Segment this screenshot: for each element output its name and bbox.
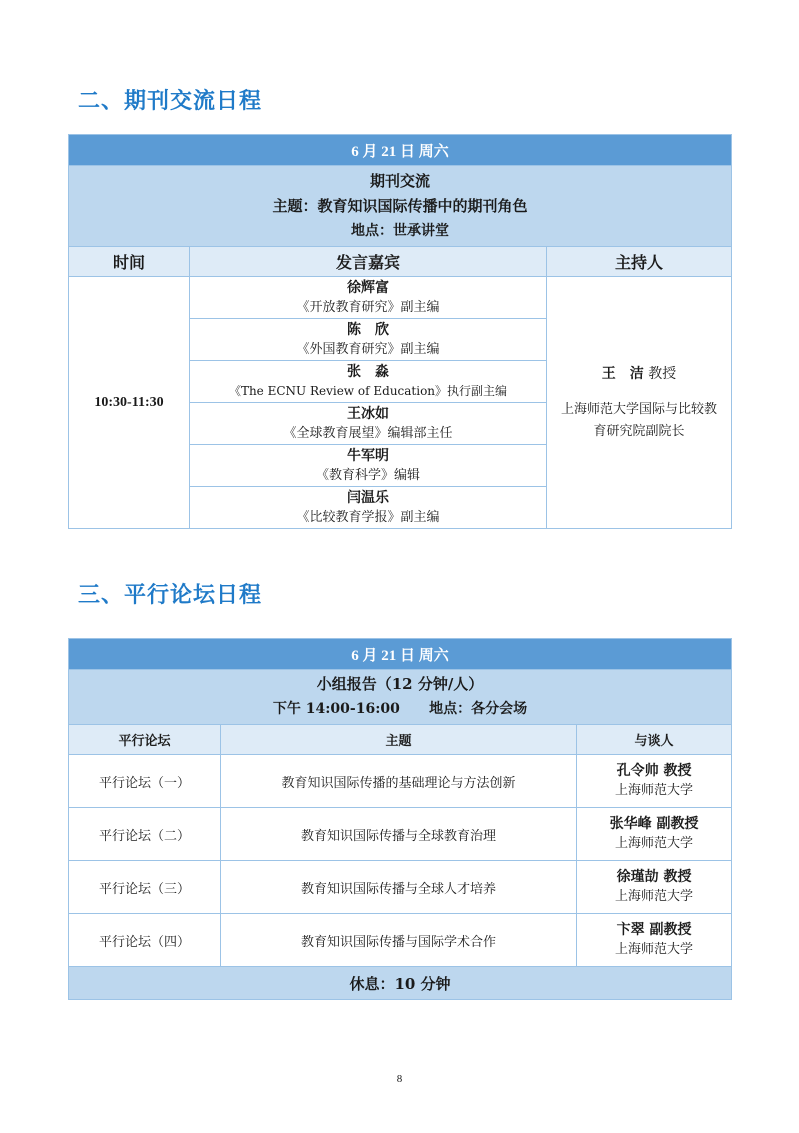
discussant-cell	[577, 914, 732, 967]
host-name-line	[547, 363, 731, 385]
discussant-affiliation: 上海师范大学	[615, 889, 694, 904]
speaker-name: 牛军明	[347, 447, 389, 464]
schedule-date: 6 月 21 日 周六	[69, 639, 732, 670]
forum-name: 平行论坛（三）	[69, 861, 221, 914]
forum-topic: 教育知识国际传播与国际学术合作	[221, 914, 577, 967]
speaker-cell	[190, 361, 547, 403]
host-title: 教授	[648, 365, 677, 382]
host-affiliation: 上海师范大学国际与比较教育研究院副院长	[561, 401, 718, 439]
column-header-topic: 主题	[221, 725, 577, 755]
speaker-role: 《开放教育研究》副主编	[296, 299, 440, 315]
forum-row	[69, 755, 732, 808]
forum-row	[69, 861, 732, 914]
break-notice: 休息：10 分钟	[69, 967, 732, 1000]
session-time: 10:30-11:30	[69, 277, 190, 529]
session-title: 期刊交流	[370, 171, 431, 190]
forum-name: 平行论坛（四）	[69, 914, 221, 967]
forum-name: 平行论坛（二）	[69, 808, 221, 861]
discussant-cell	[577, 861, 732, 914]
speaker-name: 徐辉富	[347, 279, 389, 296]
forum-name: 平行论坛（一）	[69, 755, 221, 808]
discussant-affiliation: 上海师范大学	[615, 836, 694, 851]
speaker-cell	[190, 277, 547, 319]
column-header-host: 主持人	[547, 247, 732, 277]
speaker-role: 《The ECNU Review of Education》执行副主编	[228, 383, 508, 398]
column-header-forum: 平行论坛	[69, 725, 221, 755]
column-header-discussant: 与谈人	[577, 725, 732, 755]
column-header-speakers: 发言嘉宾	[190, 247, 547, 277]
speaker-name: 闫温乐	[347, 489, 389, 506]
speaker-name: 王冰如	[347, 405, 389, 422]
session-theme: 主题：教育知识国际传播中的期刊角色	[272, 196, 528, 215]
speaker-role: 《教育科学》编辑	[315, 467, 420, 483]
section-heading-parallel-forums: 三、平行论坛日程	[78, 583, 263, 608]
session-topic-cell	[69, 166, 732, 247]
forum-row	[69, 808, 732, 861]
speaker-role: 《比较教育学报》副主编	[296, 509, 440, 525]
speaker-cell	[190, 487, 547, 529]
session-time-venue	[69, 697, 731, 722]
speaker-cell	[190, 445, 547, 487]
discussant-affiliation: 上海师范大学	[615, 942, 694, 957]
speaker-cell	[190, 319, 547, 361]
discussant-name: 孔令帅 教授	[616, 763, 692, 779]
speaker-cell	[190, 403, 547, 445]
forum-topic: 教育知识国际传播与全球人才培养	[221, 861, 577, 914]
speaker-name: 张 淼	[347, 363, 389, 380]
discussant-name: 张华峰 副教授	[609, 816, 699, 832]
speaker-name: 陈 欣	[347, 321, 389, 338]
session-time: 下午 14:00-16:00	[272, 701, 400, 717]
discussant-cell	[577, 755, 732, 808]
section-heading-journal-exchange: 二、期刊交流日程	[78, 89, 263, 114]
discussant-name: 徐瑾劼 教授	[616, 869, 692, 885]
host-name: 王 洁	[601, 365, 644, 382]
speaker-role: 《全球教育展望》编辑部主任	[283, 425, 453, 441]
forum-topic: 教育知识国际传播的基础理论与方法创新	[221, 755, 577, 808]
session-venue: 地点：各分会场	[429, 701, 528, 717]
journal-exchange-table	[68, 134, 732, 529]
forum-topic: 教育知识国际传播与全球教育治理	[221, 808, 577, 861]
page-number: 8	[396, 1073, 403, 1085]
session-venue: 地点：世承讲堂	[351, 222, 450, 239]
forum-row	[69, 914, 732, 967]
session-topic-cell	[69, 670, 732, 725]
parallel-forum-table	[68, 638, 732, 1000]
discussant-cell	[577, 808, 732, 861]
session-title: 小组报告（12 分钟/人）	[316, 675, 484, 693]
speaker-role: 《外国教育研究》副主编	[296, 341, 440, 357]
schedule-date: 6 月 21 日 周六	[69, 135, 732, 166]
column-header-time: 时间	[69, 247, 190, 277]
discussant-name: 卞翠 副教授	[616, 922, 692, 938]
discussant-affiliation: 上海师范大学	[615, 783, 694, 798]
host-cell	[547, 277, 732, 529]
